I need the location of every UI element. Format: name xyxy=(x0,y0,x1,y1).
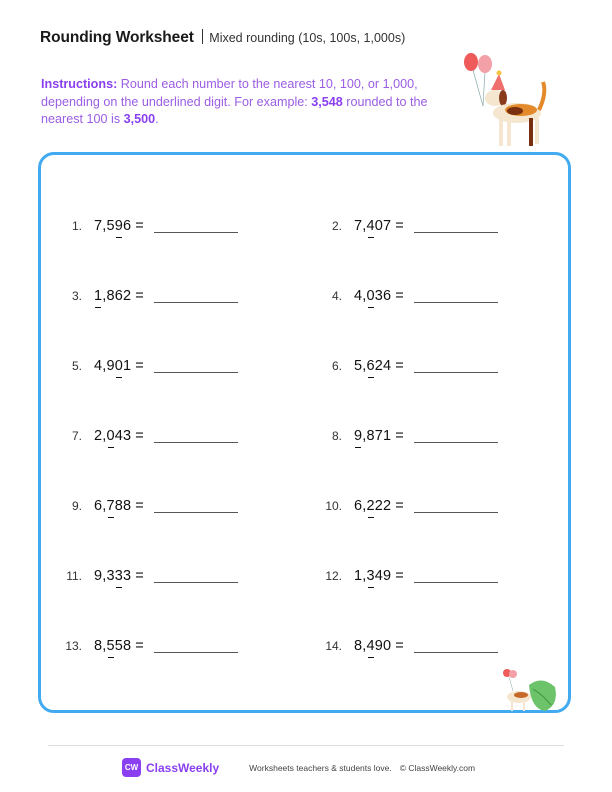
digit: 6 xyxy=(123,218,132,234)
digit: , xyxy=(362,428,367,444)
underlined-digit: 9 xyxy=(354,428,363,444)
answer-blank[interactable] xyxy=(414,231,498,233)
problem-number: 7. xyxy=(71,429,82,443)
digit: 9 xyxy=(374,638,384,654)
underlined-digit: 1 xyxy=(94,288,103,304)
answer-blank[interactable] xyxy=(154,301,238,303)
underlined-digit: 0 xyxy=(366,288,375,304)
problem-number: 6. xyxy=(331,359,342,373)
brand-name: ClassWeekly xyxy=(146,760,220,775)
problem-item xyxy=(52,428,238,444)
digit: 3 xyxy=(374,288,384,304)
underlined-digit: 4 xyxy=(366,218,375,234)
digit: 2 xyxy=(374,498,384,514)
equals-sign: = xyxy=(395,638,404,654)
equals-sign: = xyxy=(135,428,144,444)
problem-number: 5. xyxy=(71,359,82,373)
problem-number: 2. xyxy=(331,219,342,233)
digit: , xyxy=(362,288,367,304)
digit: 8 xyxy=(106,288,115,304)
digit: , xyxy=(362,568,367,584)
equals-sign: = xyxy=(135,218,144,234)
underlined-digit: 3 xyxy=(366,568,375,584)
problem-value xyxy=(94,288,131,304)
digit: 9 xyxy=(106,358,115,374)
worksheet-header xyxy=(40,27,405,47)
equals-sign: = xyxy=(135,568,144,584)
digit: 5 xyxy=(114,638,124,654)
digit: 2 xyxy=(94,428,103,444)
digit: 1 xyxy=(354,568,363,584)
problem-item xyxy=(312,638,498,654)
answer-blank[interactable] xyxy=(414,371,498,373)
digit: , xyxy=(102,358,107,374)
problem-number: 3. xyxy=(71,289,82,303)
underlined-digit: 2 xyxy=(366,498,375,514)
digit: , xyxy=(102,218,107,234)
equals-sign: = xyxy=(395,498,404,514)
digit: 4 xyxy=(374,568,384,584)
digit: 1 xyxy=(123,358,132,374)
equals-sign: = xyxy=(135,288,144,304)
underlined-digit: 3 xyxy=(114,568,124,584)
digit: 2 xyxy=(383,498,392,514)
problem-value xyxy=(354,288,391,304)
underlined-digit: 0 xyxy=(106,428,115,444)
equals-sign: = xyxy=(395,218,404,234)
footer-tagline: Worksheets teachers & students love. xyxy=(249,762,392,773)
digit: 0 xyxy=(374,218,384,234)
digit: 6 xyxy=(94,498,103,514)
equals-sign: = xyxy=(135,638,144,654)
example-answer: 3,500 xyxy=(123,112,156,126)
problem-item xyxy=(52,288,238,304)
digit: 1 xyxy=(383,428,392,444)
answer-blank[interactable] xyxy=(414,511,498,513)
footer-divider xyxy=(48,745,564,746)
digit: 7 xyxy=(374,428,384,444)
title-divider xyxy=(202,29,204,44)
problem-number: 12. xyxy=(325,569,342,583)
problem-number: 1. xyxy=(71,219,82,233)
digit: , xyxy=(102,428,107,444)
digit: , xyxy=(362,638,367,654)
dog-balloons-illustration xyxy=(455,48,555,153)
answer-blank[interactable] xyxy=(154,651,238,653)
problem-value xyxy=(94,498,131,514)
digit: 8 xyxy=(354,638,363,654)
equals-sign: = xyxy=(395,428,404,444)
digit: 4 xyxy=(383,358,392,374)
problem-item xyxy=(312,358,498,374)
equals-sign: = xyxy=(135,358,144,374)
digit: 6 xyxy=(383,288,392,304)
problem-item xyxy=(312,568,498,584)
instructions-label: Instructions: xyxy=(41,77,118,91)
digit: 4 xyxy=(114,428,124,444)
problem-value xyxy=(94,428,131,444)
problem-item xyxy=(52,638,238,654)
equals-sign: = xyxy=(395,568,404,584)
digit: , xyxy=(102,638,107,654)
digit: , xyxy=(362,358,367,374)
answer-blank[interactable] xyxy=(154,511,238,513)
answer-blank[interactable] xyxy=(414,651,498,653)
problem-value xyxy=(354,498,391,514)
digit: 7 xyxy=(383,218,392,234)
problem-value xyxy=(354,428,391,444)
digit: , xyxy=(102,568,107,584)
worksheet-subtitle: Mixed rounding (10s, 100s, 1,000s) xyxy=(209,31,406,45)
problem-number: 13. xyxy=(65,639,82,653)
dog-leaf-illustration xyxy=(497,665,562,715)
digit: , xyxy=(362,498,367,514)
digit: 8 xyxy=(123,498,132,514)
digit: 0 xyxy=(383,638,392,654)
digit: , xyxy=(102,288,107,304)
worksheet-title: Rounding Worksheet xyxy=(40,29,194,46)
digit: 8 xyxy=(94,638,103,654)
digit: 2 xyxy=(123,288,132,304)
answer-blank[interactable] xyxy=(154,581,238,583)
problem-value xyxy=(354,358,391,374)
problem-item xyxy=(312,218,498,234)
digit: 3 xyxy=(123,568,132,584)
underlined-digit: 0 xyxy=(114,358,124,374)
problem-number: 8. xyxy=(331,429,342,443)
answer-blank[interactable] xyxy=(154,231,238,233)
underlined-digit: 4 xyxy=(366,638,375,654)
digit: 8 xyxy=(114,498,124,514)
underlined-digit: 9 xyxy=(114,218,124,234)
problem-number: 11. xyxy=(66,569,82,583)
digit: 3 xyxy=(106,568,115,584)
problem-value xyxy=(354,218,391,234)
digit: 8 xyxy=(366,428,375,444)
footer-copyright: © ClassWeekly.com xyxy=(399,762,476,773)
digit: 4 xyxy=(354,288,363,304)
problem-number: 14. xyxy=(325,639,342,653)
underlined-digit: 6 xyxy=(366,358,375,374)
classweekly-logo-icon: CW xyxy=(122,758,141,777)
problem-value xyxy=(354,568,391,584)
answer-blank[interactable] xyxy=(154,441,238,443)
instructions-text: Round each number to the nearest 10, 100, or 1,000, depending on the underlined digit. For example: xyxy=(41,77,418,109)
digit: 7 xyxy=(94,218,103,234)
footer xyxy=(122,758,475,777)
underlined-digit: 7 xyxy=(106,498,115,514)
instructions-text-2: rounded to the nearest 100 is xyxy=(41,94,428,126)
problem-value xyxy=(354,638,391,654)
example-number: 3,548 xyxy=(311,94,343,109)
digit: 6 xyxy=(114,288,124,304)
answer-blank[interactable] xyxy=(154,371,238,373)
digit: 8 xyxy=(123,638,132,654)
equals-sign: = xyxy=(395,288,404,304)
underlined-digit: 5 xyxy=(106,638,115,654)
digit: 9 xyxy=(94,568,103,584)
equals-sign: = xyxy=(395,358,404,374)
digit: , xyxy=(362,218,367,234)
problem-item xyxy=(52,568,238,584)
answer-blank[interactable] xyxy=(414,441,498,443)
problem-number: 10. xyxy=(325,499,342,513)
digit: 9 xyxy=(383,568,392,584)
digit: 3 xyxy=(123,428,132,444)
problem-value xyxy=(94,568,131,584)
equals-sign: = xyxy=(135,498,144,514)
problem-value xyxy=(94,358,131,374)
digit: 4 xyxy=(94,358,103,374)
problem-value xyxy=(94,638,131,654)
digit: 6 xyxy=(354,498,363,514)
problem-item xyxy=(52,218,238,234)
answer-blank[interactable] xyxy=(414,581,498,583)
problem-number: 4. xyxy=(331,289,342,303)
digit: , xyxy=(102,498,107,514)
instructions xyxy=(41,76,446,129)
digit: 7 xyxy=(354,218,363,234)
instructions-period: . xyxy=(155,112,159,126)
digit: 2 xyxy=(374,358,384,374)
problem-item xyxy=(312,288,498,304)
problem-value xyxy=(94,218,131,234)
answer-blank[interactable] xyxy=(414,301,498,303)
problem-item xyxy=(312,498,498,514)
problem-item xyxy=(312,428,498,444)
digit: 5 xyxy=(106,218,115,234)
digit: 5 xyxy=(354,358,363,374)
problem-item xyxy=(52,498,238,514)
problem-number: 9. xyxy=(71,499,82,513)
problem-item xyxy=(52,358,238,374)
